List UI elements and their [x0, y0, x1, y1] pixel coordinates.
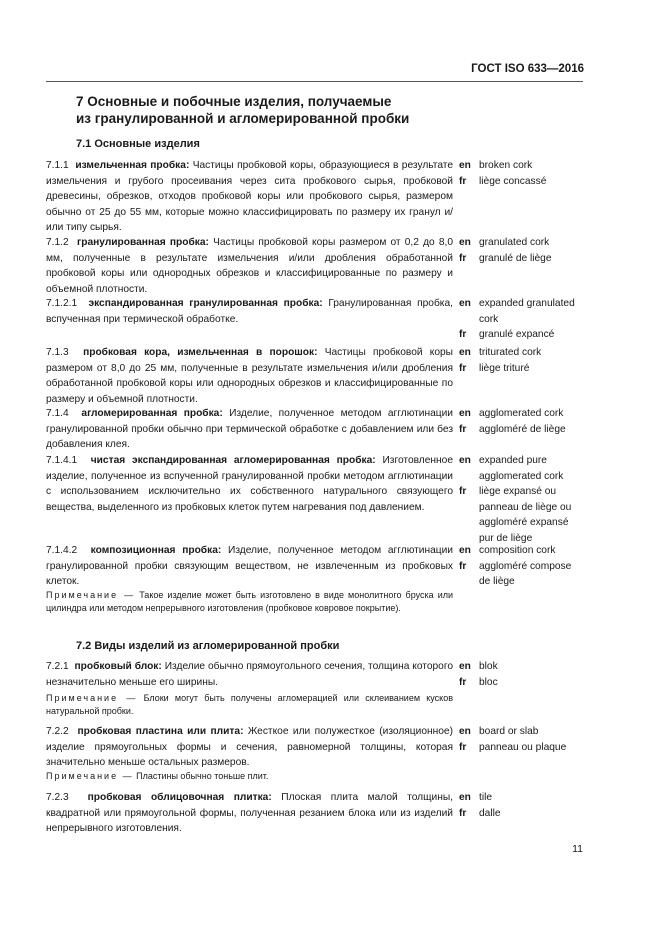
- entry-number: 7.1.4.1: [46, 455, 78, 466]
- lang-fr: fr: [459, 486, 467, 497]
- entry-number: 7.2.1: [46, 661, 69, 672]
- definition: [46, 790, 453, 837]
- note-label: Примечание —: [46, 771, 134, 781]
- term-fr: granulé expancé: [479, 329, 555, 340]
- definition: [46, 659, 453, 690]
- term-ru: пробковая кора, измельченная в порошок:: [83, 347, 318, 358]
- term-fr: liège concassé: [479, 175, 547, 187]
- term-ru: пробковая пластина или плита:: [77, 726, 244, 737]
- document-id: ГОСТ ISO 633—2016: [471, 63, 584, 75]
- note-7-2-2: [46, 770, 453, 783]
- note-label: Примечание —: [46, 693, 138, 703]
- lang-fr: fr: [459, 252, 467, 264]
- entry-7-2-2: [46, 724, 583, 770]
- entry-number: 7.2.2: [46, 726, 69, 737]
- term-fr: aggloméré de liège: [479, 423, 566, 435]
- definition: [46, 158, 453, 236]
- subsection-7-1-title: 7.1 Основные изделия: [76, 138, 200, 150]
- term-ru: чистая экспандированная агломерированная пробка:: [90, 455, 376, 466]
- definition-text: Изделие обычно прямоугольного сечения, толщина которого незначительно меньше его ширины.: [46, 661, 453, 688]
- entry-7-1-3: [46, 345, 583, 407]
- note-text: Пластины обычно тоньше плит.: [136, 771, 269, 781]
- definition-text: Частицы пробковой коры размером от 8,0 до 25 мм, полученные в результате измельчения и/или дробления обработанной пробковой коры или однородных обрезков и классифицированные по размеру и объемной плотности.: [46, 347, 453, 405]
- definition: [46, 296, 453, 327]
- lang-en: en: [459, 237, 471, 248]
- note-label: Примечание —: [46, 590, 136, 600]
- term-en: composition cork: [479, 545, 556, 556]
- definition-text: Гранулированная пробка, вспученная при термической обработке.: [46, 298, 453, 325]
- term-fr: granulé de liège: [479, 252, 552, 264]
- definition: [46, 453, 453, 515]
- lang-en: en: [459, 347, 471, 358]
- term-en: board or slab: [479, 726, 539, 737]
- term-fr: liège expansé ou panneau de liège ou aggloméré expansé pur de liège: [479, 486, 572, 544]
- section-title-line2: из гранулированной и агломерированной пробки: [76, 111, 410, 126]
- term-ru: пробковый блок:: [74, 661, 162, 672]
- term-fr: panneau ou plaque: [479, 741, 567, 753]
- term-ru: композиционная пробка:: [90, 545, 222, 556]
- definition-text: Изготовленное изделие, полученное из вспученной гранулированной пробки методом агглютинации с использованием исключительно их собственного натурального связующего вещества, выделенного из пробковых клеток путем нагревания под давлением.: [46, 455, 453, 513]
- term-en: expanded granulated cork: [479, 298, 575, 325]
- entry-7-2-3: [46, 790, 583, 836]
- definition-text: Изделие, полученное методом агглютинации гранулированной пробки связующим веществом, не извлеченным из пробковых клеток.: [46, 545, 453, 587]
- entry-7-1-1: [46, 158, 583, 233]
- entry-number: 7.1.3: [46, 347, 69, 358]
- entry-number: 7.1.2.1: [46, 298, 78, 309]
- entry-7-1-4: [46, 406, 583, 452]
- definition-text: Частицы пробковой коры, образующиеся в результате измельчения и грубого просеивания через сита пробкового сырья, пробковой древесины, обрезков, отходов пробковой коры или пробкового сырья, размером обычно от 25 до 55 мм, которые можно классифицировать по размеру их гранул и/или типу сырья.: [46, 160, 453, 233]
- lang-fr: fr: [459, 423, 467, 435]
- entry-7-1-4-2: [46, 543, 583, 589]
- entry-7-1-4-1: [46, 453, 583, 544]
- lang-en: en: [459, 298, 471, 309]
- definition-text: Изделие, полученное методом агглютинации гранулированной пробки обычно при термической обработке с добавлением или без добавления клея.: [46, 408, 453, 450]
- entry-number: 7.2.3: [46, 792, 69, 803]
- term-en: triturated cork: [479, 347, 542, 358]
- note-text: Блоки могут быть получены агломерацией или склеиванием кусков натуральной пробки.: [46, 693, 453, 716]
- lang-fr: fr: [459, 329, 467, 340]
- section-title: [76, 93, 409, 127]
- term-fr: dalle: [479, 807, 501, 819]
- section-title-line1: 7 Основные и побочные изделия, получаемые: [76, 94, 392, 109]
- term-ru: гранулированная пробка:: [77, 237, 209, 248]
- entry-7-1-2-1: [46, 296, 583, 342]
- lang-en: en: [459, 726, 471, 737]
- subsection-7-2-title: 7.2 Виды изделий из агломерированной пробки: [76, 640, 340, 652]
- term-en: agglomerated cork: [479, 408, 564, 419]
- lang-en: en: [459, 408, 471, 419]
- note-text: Такое изделие может быть изготовлено в виде монолитного бруска или цилиндра или методом непрерывного изготовления (пробковое ковровое покрытие).: [46, 590, 453, 613]
- term-en: broken cork: [479, 160, 533, 171]
- term-fr: aggloméré compose de liège: [479, 560, 572, 587]
- term-en: expanded pure agglomerated cork: [479, 455, 564, 482]
- lang-fr: fr: [459, 175, 467, 187]
- term-ru: пробковая облицовочная плитка:: [87, 792, 272, 803]
- entry-number: 7.1.4: [46, 408, 69, 419]
- entry-number: 7.1.1: [46, 160, 69, 171]
- entry-number: 7.1.4.2: [46, 545, 78, 556]
- lang-fr: fr: [459, 560, 467, 572]
- definition: [46, 345, 453, 407]
- page-number: 11: [572, 843, 583, 855]
- note-7-1-4-2: [46, 589, 453, 615]
- lang-en: en: [459, 661, 471, 672]
- lang-en: en: [459, 545, 471, 556]
- entry-number: 7.1.2: [46, 237, 69, 248]
- definition: [46, 724, 453, 771]
- note-7-2-1: [46, 692, 453, 718]
- entry-7-2-1: [46, 659, 583, 691]
- definition: [46, 406, 453, 453]
- definition: [46, 235, 453, 297]
- term-ru: агломерированная пробка:: [81, 408, 223, 419]
- definition-text: Жесткое или полужесткое (изоляционное) изделие прямоугольных формы и сечения, равномерной толщины, которая значительно меньше остальных размеров.: [46, 726, 453, 768]
- term-en: tile: [479, 792, 493, 803]
- definition: [46, 543, 453, 590]
- header-rule: [46, 81, 583, 82]
- entry-7-1-2: [46, 235, 583, 297]
- term-fr: liège trituré: [479, 362, 530, 374]
- term-ru: измельченная пробка:: [75, 160, 190, 171]
- lang-fr: fr: [459, 807, 467, 819]
- lang-en: en: [459, 455, 471, 466]
- lang-en: en: [459, 160, 471, 171]
- lang-fr: fr: [459, 741, 467, 753]
- term-en: granulated cork: [479, 237, 550, 248]
- lang-fr: fr: [459, 676, 467, 688]
- term-fr: bloc: [479, 676, 498, 688]
- definition-text: Плоская плита малой толщины, квадратной или прямоугольной формы, полученная резанием блока или из изделий непрерывного изготовления.: [46, 792, 453, 834]
- term-ru: экспандированная гранулированная пробка:: [88, 298, 323, 309]
- term-en: blok: [479, 661, 498, 672]
- lang-en: en: [459, 792, 471, 803]
- definition-text: Частицы пробковой коры размером от 0,2 до 8,0 мм, полученные в результате измельчения и/или дробления обработанной пробковой коры или однородных обрезков и классифицированные по размеру и объемной плотности.: [46, 237, 453, 295]
- lang-fr: fr: [459, 362, 467, 374]
